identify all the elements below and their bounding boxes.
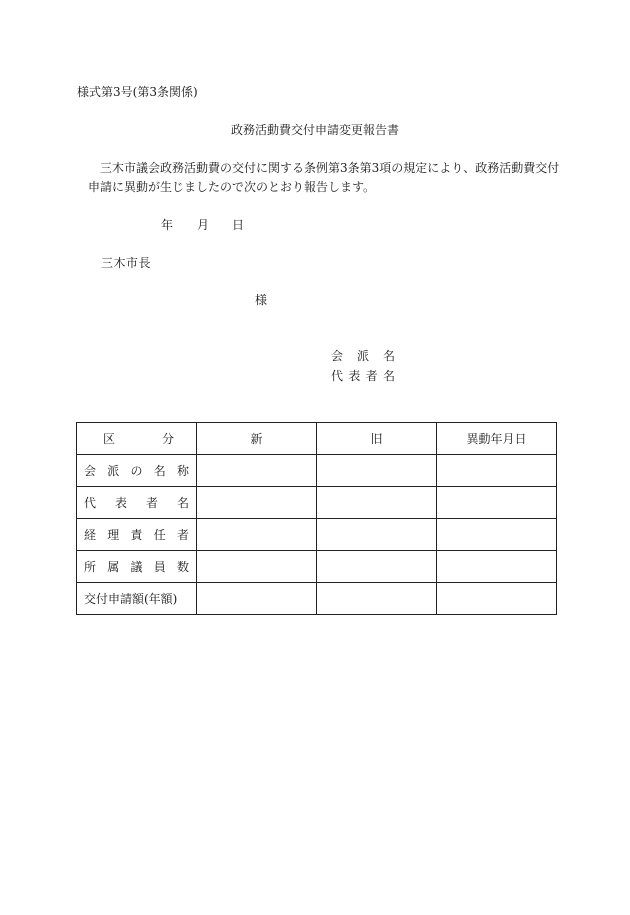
date-year-label: 年 [161,218,174,232]
table-row [77,583,557,615]
row-label-member-count [77,551,197,583]
cell-old-faction-name[interactable] [317,455,437,487]
row-label-char: 責 [130,528,143,542]
row-label-char: 称 [176,464,189,478]
row-label-faction-name [77,455,197,487]
row-label-char: 派 [107,464,120,478]
document-title: 政務活動費交付申請変更報告書 [230,123,399,137]
row-label-char: 属 [107,560,120,574]
cell-new-faction-name[interactable] [197,455,317,487]
cell-date-member-count[interactable] [437,551,557,583]
cell-new-accountant[interactable] [197,519,317,551]
header-kubun-char: 分 [161,432,174,446]
table-row [77,487,557,519]
faction-name-label [331,350,395,362]
cell-new-member-count[interactable] [197,551,317,583]
cell-old-member-count[interactable] [317,551,437,583]
representative-name-label [331,370,395,382]
header-kubun [77,423,197,455]
row-label-char: 会 [84,464,97,478]
row-label-char: 者 [145,496,158,510]
rep-label-char: 名 [382,369,395,383]
row-label-char: 表 [114,496,127,510]
honorific: 様 [255,293,268,307]
faction-label-char: 名 [382,349,395,363]
row-label-char: 者 [176,528,189,542]
cell-old-accountant[interactable] [317,519,437,551]
cell-date-representative[interactable] [437,487,557,519]
faction-label-char: 会 [331,349,344,363]
table-row [77,519,557,551]
body-text-line-2: 申請に異動が生じましたので次のとおり報告します。 [88,180,376,194]
header-change-date: 異動年月日 [437,423,557,455]
row-label-grant-amount: 交付申請額(年額) [77,583,197,615]
row-label-char: 名 [176,496,189,510]
change-table [76,422,557,615]
cell-date-accountant[interactable] [437,519,557,551]
cell-old-grant-amount[interactable] [317,583,437,615]
header-new: 新 [197,423,317,455]
form-number: 様式第3号(第3条関係) [77,85,198,99]
cell-new-representative[interactable] [197,487,317,519]
row-label-accountant [77,519,197,551]
cell-old-representative[interactable] [317,487,437,519]
table-row [77,455,557,487]
row-label-char: 数 [176,560,189,574]
cell-date-grant-amount[interactable] [437,583,557,615]
addressee: 三木市長 [101,256,152,270]
date-day-label: 日 [232,218,245,232]
row-label-char: 任 [153,528,166,542]
rep-label-char: 表 [348,369,361,383]
rep-label-char: 代 [331,369,344,383]
faction-label-char: 派 [356,349,369,363]
row-label-char: 所 [84,560,97,574]
rep-label-char: 者 [365,369,378,383]
row-label-char: 理 [107,528,120,542]
row-label-char: の [130,464,143,478]
date-month-label: 月 [197,218,210,232]
cell-date-faction-name[interactable] [437,455,557,487]
cell-new-grant-amount[interactable] [197,583,317,615]
row-label-char: 代 [84,496,97,510]
body-text-line-1: 三木市議会政務活動費の交付に関する条例第3条第3項の規定により、政務活動費交付 [100,161,560,175]
header-old: 旧 [317,423,437,455]
row-label-char: 議 [130,560,143,574]
table-row [77,551,557,583]
row-label-char: 員 [153,560,166,574]
row-label-char: 名 [153,464,166,478]
table-header-row [77,423,557,455]
header-kubun-char: 区 [103,432,116,446]
row-label-char: 経 [84,528,97,542]
row-label-representative [77,487,197,519]
